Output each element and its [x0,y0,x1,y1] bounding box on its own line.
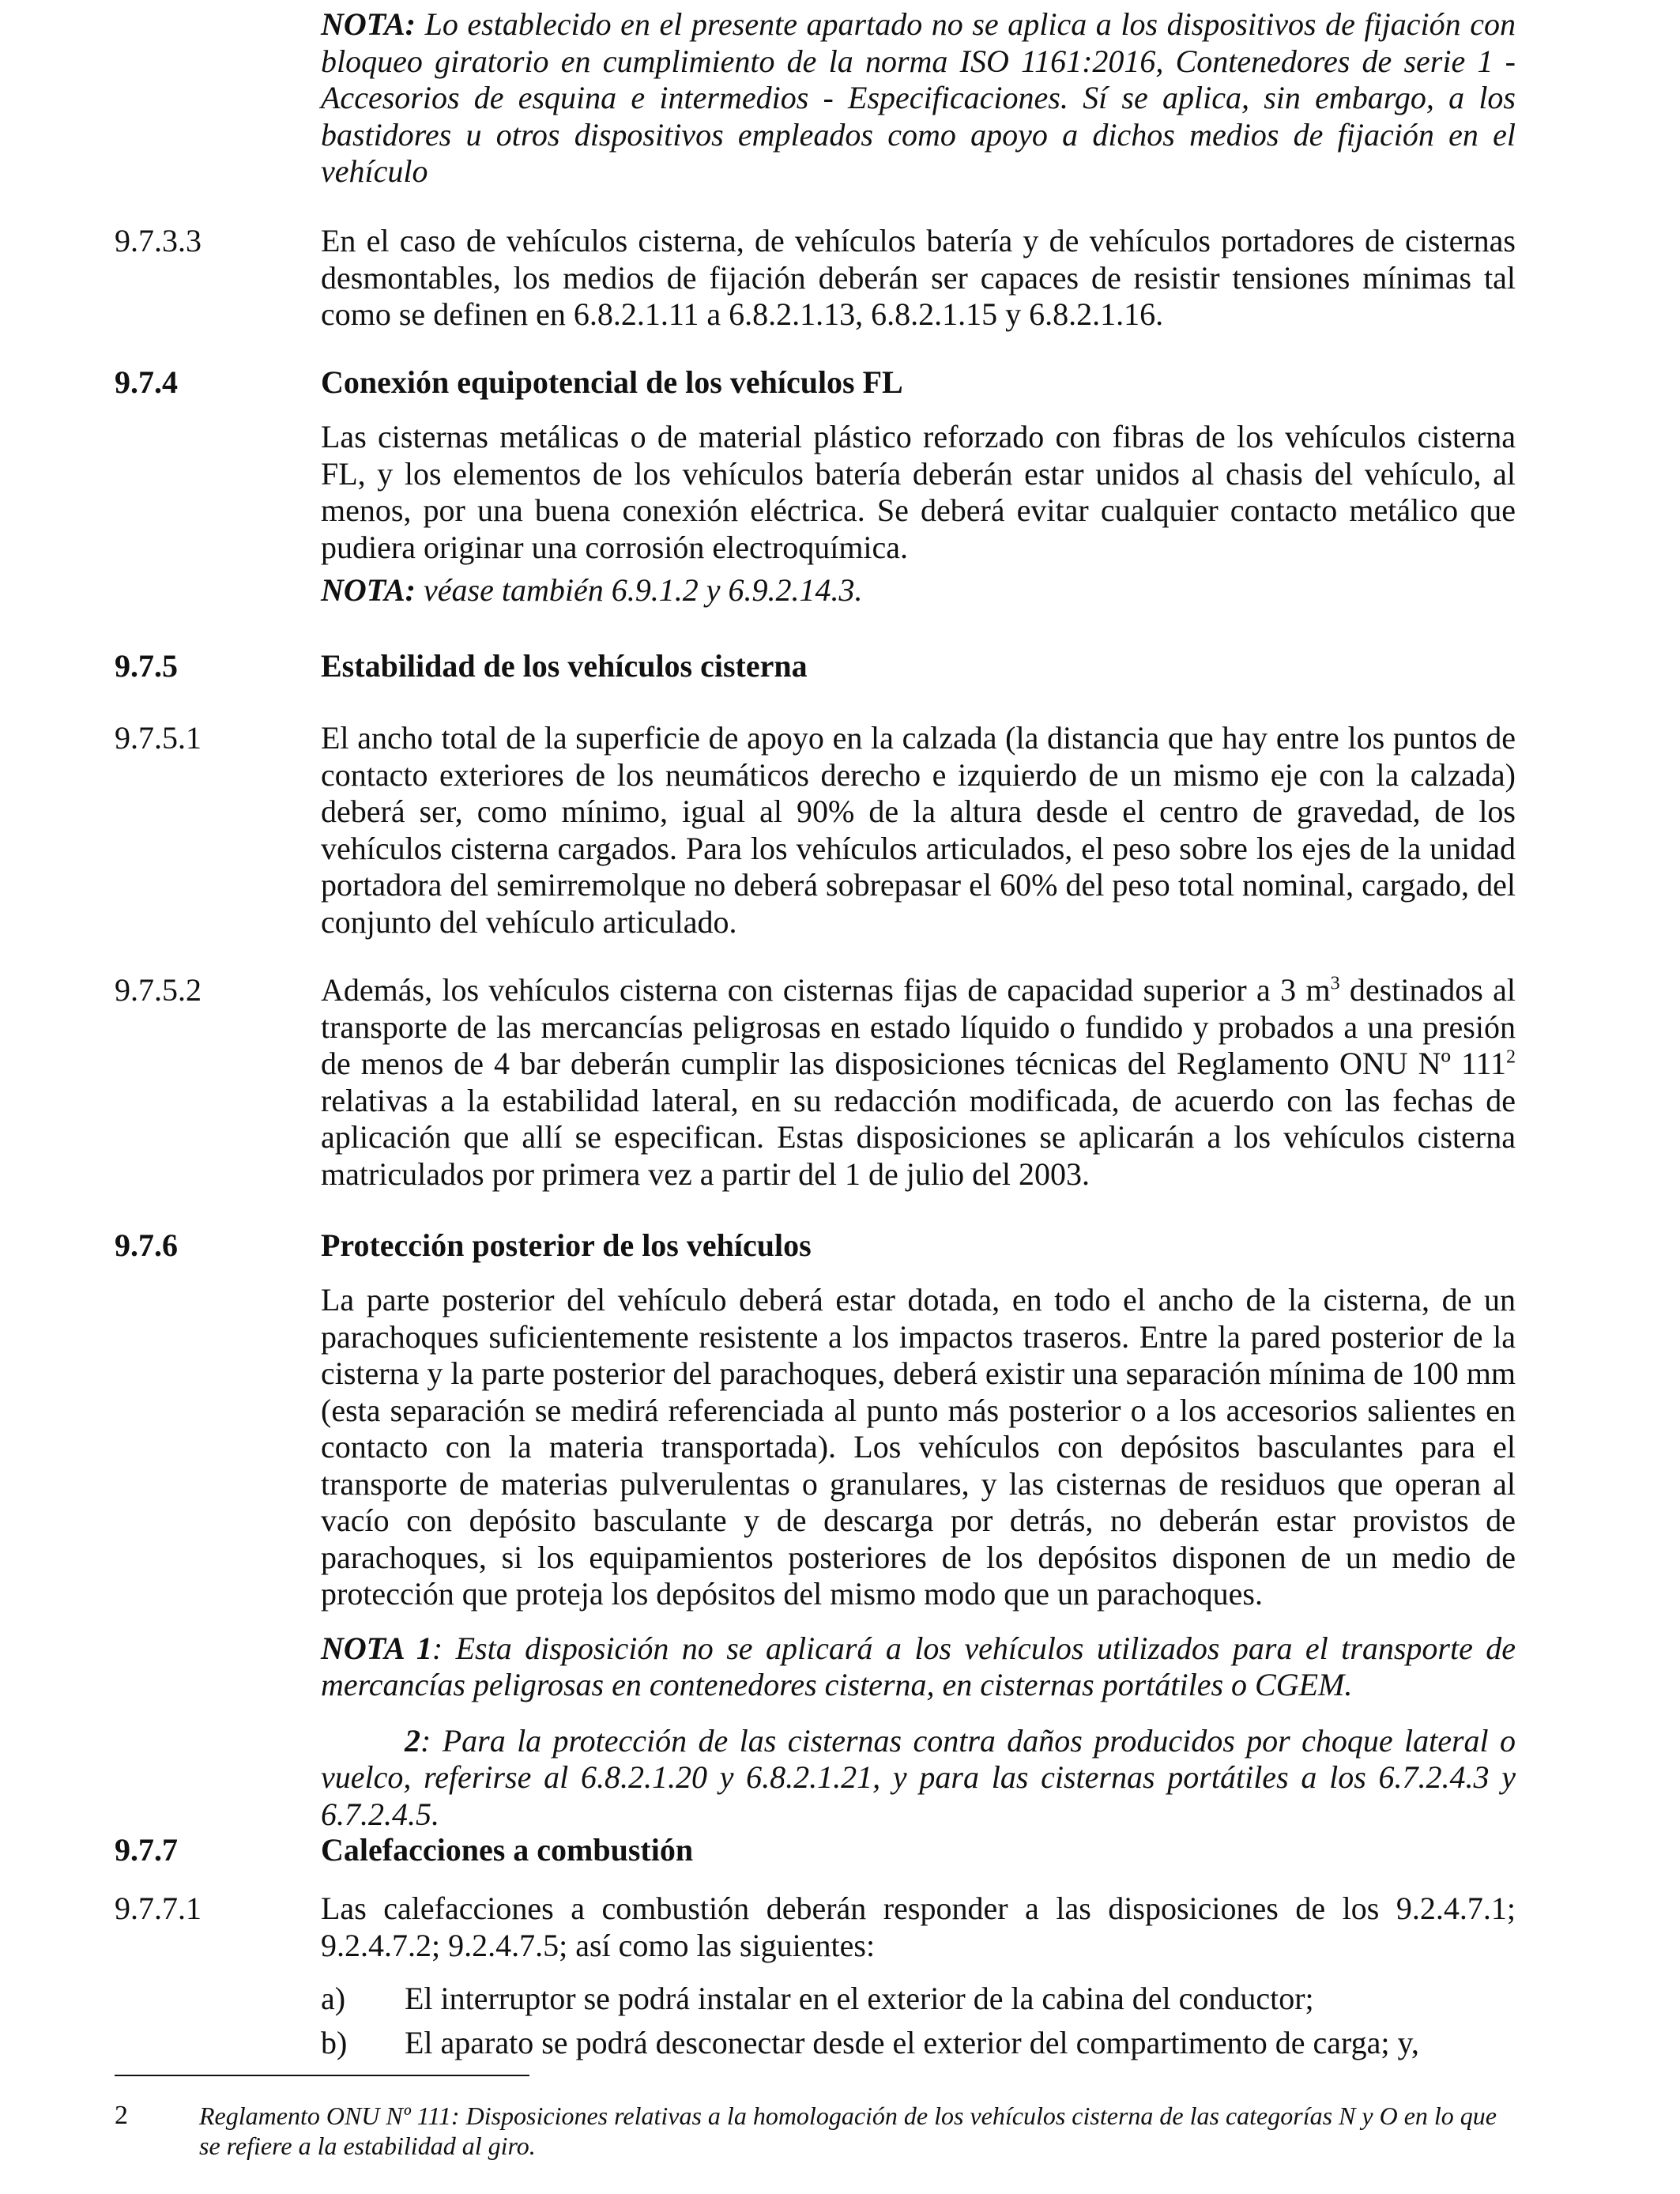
note-text: Lo establecido en el presente apartado no se aplica a los dispositivos de fijación con bloqueo giratorio en cumplimiento de la norma ISO 1161:2016, Contenedores de serie 1 - Accesorios de esquina e intermedios - Especificaciones. Sí se aplica, sin embargo, a los bastidores u otros dispositivos empleados como apoyo a dichos medios de fijación en el vehículo [321,6,1516,189]
section-number-975: 9.7.5 [115,648,178,684]
section-976-note-2: 2: Para la protección de las cisternas contra daños producidos por choque lateral o vuelco, referirse al 6.8.2.1.20 y 6.8.2.1.21, y para las cisternas portátiles a los 6.7.2.4.3 y 6.7.2.4.5. [321,1722,1516,1832]
section-974-text: Las cisternas metálicas o de material plástico reforzado con fibras de los vehículos cisterna FL, y los elementos de los vehículos batería deberán estar unidos al chasis del vehículo, al menos, por una buena conexión eléctrica. Se deberá evitar cualquier contacto metálico que pudiera originar una corrosión electroquímica. [321,419,1516,565]
list-item [321,2025,1516,2062]
section-9771 [321,1891,1516,1964]
section-974 [321,419,1516,609]
section-number-974: 9.7.4 [115,364,178,400]
section-9771-text: Las calefacciones a combustión deberán responder a las disposiciones de los 9.2.4.7.1; 9.2.4.7.2; 9.2.4.7.5; así como las siguientes: [321,1891,1516,1963]
section-976-text: La parte posterior del vehículo deberá estar dotada, en todo el ancho de la cisterna, de un parachoques suficientemente resistente a los impactos traseros. Entre la pared posterior de la cisterna y la parte posterior del parachoques, deberá existir una separación mínima de 100 mm (esta separación se medirá referenciada al punto más posterior o a los accesorios salientes en contacto con la materia transportada). Los vehículos con depósitos basculantes para el transporte de materias pulverulentas o granulares, y las cisternas de residuos que operan al vacío con depósito basculante y de descarga por detrás, no deberán estar provistos de parachoques, si los equipamientos posteriores de los depósitos disponen de un medio de protección que proteja los depósitos del mismo modo que un parachoques. [321,1282,1516,1612]
section-title-977: Calefacciones a combustión [321,1832,694,1868]
section-976-note-1: NOTA 1: Esta disposición no se aplicará a los vehículos utilizados para el transporte de mercancías peligrosas en contenedores cisterna, en cisternas portátiles o CGEM. [321,1630,1516,1702]
section-9733 [321,223,1516,334]
section-9733-text: En el caso de vehículos cisterna, de vehículos batería y de vehículos portadores de cisternas desmontables, los medios de fijación deberán ser capaces de resistir tensiones mínimas tal como se definen en 6.8.2.1.11 a 6.8.2.1.13, 6.8.2.1.15 y 6.8.2.1.16. [321,223,1516,332]
section-9751 [321,720,1516,941]
section-number-977: 9.7.7 [115,1832,178,1868]
footnote-ref: 2 [1506,1046,1516,1068]
list-item-label: a) [321,1981,346,2016]
list-item [321,1981,1516,2018]
footnote-text: Reglamento ONU Nº 111: Disposiciones relativas a la homologación de los vehículos cisterna de las categorías N y O en lo que se refiere a la estabilidad al giro. [199,2102,1497,2160]
section-9752 [321,972,1516,1193]
section-number-9751: 9.7.5.1 [115,720,202,756]
section-title-974: Conexión equipotencial de los vehículos FL [321,364,903,400]
section-9751-text: El ancho total de la superficie de apoyo en la calzada (la distancia que hay entre los puntos de contacto exteriores de los neumáticos derecho e izquierdo de un mismo eje con la calzada) deberá ser, como mínimo, igual al 90% de la altura desde el centro de gravedad, de los vehículos cisterna cargados. Para los vehículos articulados, el peso sobre los ejes de la unidad portadora del semirremolque no deberá sobrepasar el 60% del peso total nominal, cargado, del conjunto del vehículo articulado. [321,720,1516,940]
note-label: NOTA: [321,6,416,42]
section-9752-text: Además, los vehículos cisterna con cisternas fijas de capacidad superior a 3 $m^3$ destinados al transporte de las mercancías peligrosas en estado líquido o fundido y probados a una presión de menos de 4 bar deberán cumplir las disposiciones técnicas del Reglamento ONU Nº $111^2$ relativas a la estabilidad lateral, en su redacción modificada, de acuerdo con las fechas de aplicación que allí se especifican. Estas disposiciones se aplicarán a los vehículos cisterna matriculados por primera vez a partir del 1 de julio del 2003. [321,972,1516,1192]
list-item-label: b) [321,2025,348,2060]
section-number-9771: 9.7.7.1 [115,1891,202,1926]
footnote-number: 2 [115,2101,128,2130]
section-number-9733: 9.7.3.3 [115,223,202,258]
list-item-text: El interruptor se podrá instalar en el exterior de la cabina del conductor; [405,1981,1314,2016]
list-item-text: El aparato se podrá desconectar desde el exterior del compartimento de carga; y, [405,2025,1419,2060]
note-top [321,6,1516,190]
section-number-9752: 9.7.5.2 [115,972,202,1008]
section-title-975: Estabilidad de los vehículos cisterna [321,648,808,684]
section-title-976: Protección posterior de los vehículos [321,1227,812,1263]
section-number-976: 9.7.6 [115,1227,178,1263]
section-976 [321,1282,1516,1833]
footnote-separator [115,2075,529,2076]
section-974-note: NOTA: véase también 6.9.1.2 y 6.9.2.14.3. [321,572,863,608]
